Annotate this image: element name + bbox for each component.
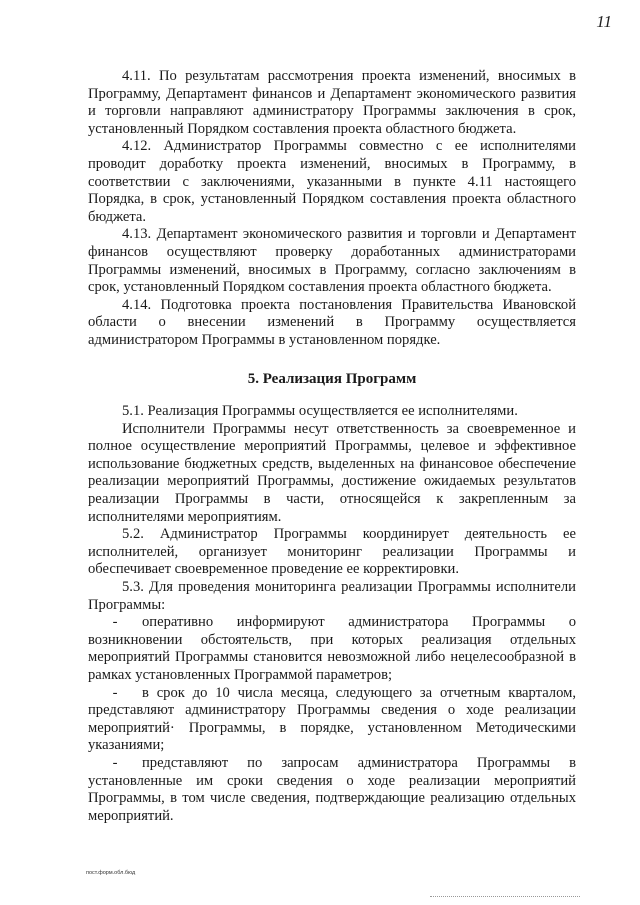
bullet-item [88,755,576,825]
page-number: 11 [596,12,612,31]
bullet-item [88,685,576,755]
bullet-dash: - [112,754,118,771]
paragraph-responsibility: Исполнители Программы несут ответственность за своевременное и полное осуществление мероприятий Программы, целевое и эффективное использование бюджетных средств, выделенных на финансовое обеспечение реализации мероприятий Программы, достижение ожидаемых результатов реализации Программы в части, относящейся к закрепленным за исполнителями мероприятиям. [88,420,576,525]
bullet-dash: - [112,684,118,701]
section-heading: 5. Реализация Программ [247,370,417,387]
paragraph-4-11: 4.11. По результатам рассмотрения проекта изменений, вносимых в Программу, Департамент финансов и Департамент экономического развития и торговли направляют администратору Программы заключения в срок, установленный Порядком составления проекта областного бюджета. [88,68,576,137]
bullet-item [88,614,576,684]
footer-file-label: пост.форм.обл.бюд [86,870,136,876]
bullet-text: представляют по запросам администратора Программы в установленные им сроки сведения о ходе реализации мероприятий Программы, в том числе сведения, подтверждающие реализацию отдельных мероприятий. [88,754,576,824]
paragraph-4-13: 4.13. Департамент экономического развития и торговли и Департамент финансов осуществляют проверку доработанных администраторами Программы изменений, вносимых в Программу, согласно заключениям в срок, установленный Порядком составления проекта областного бюджета. [88,226,576,296]
document-body [88,68,576,825]
paragraph-5-2: 5.2. Администратор Программы координирует деятельность ее исполнителей, организует мониторинг реализации Программы и обеспечивает своевременное проведение ее корректировки. [88,526,576,578]
bullet-text: в срок до 10 числа месяца, следующего за отчетным кварталом, представляют администратору Программы сведения о ходе реализации мероприятий· Программы, в порядке, установленном Методическими указаниями; [88,684,576,754]
bullet-dash: - [112,614,118,631]
paragraph-5-3: 5.3. Для проведения мониторинга реализации Программы исполнители Программы: [88,579,576,613]
paragraph-4-14: 4.14. Подготовка проекта постановления Правительства Ивановской области о внесении изменений в Программу осуществляется администратором Программы в установленном порядке. [88,296,576,348]
paragraph-4-12: 4.12. Администратор Программы совместно с ее исполнителями проводит доработку проекта изменений, вносимых в Программу, в соответствии с заключениями, указанными в пункте 4.11 настоящего Порядка, в срок, установленный Порядком составления проекта областного бюджета. [88,138,576,225]
bullet-text: оперативно информируют администратора Программы о возникновении обстоятельств, при которых реализация отдельных мероприятий Программы становится невозможной либо нецелесообразной в рамках установленных Программой параметров; [88,614,576,683]
scan-artifact-line [430,896,580,898]
paragraph-5-1: 5.1. Реализация Программы осуществляется ее исполнителями. [122,403,518,420]
